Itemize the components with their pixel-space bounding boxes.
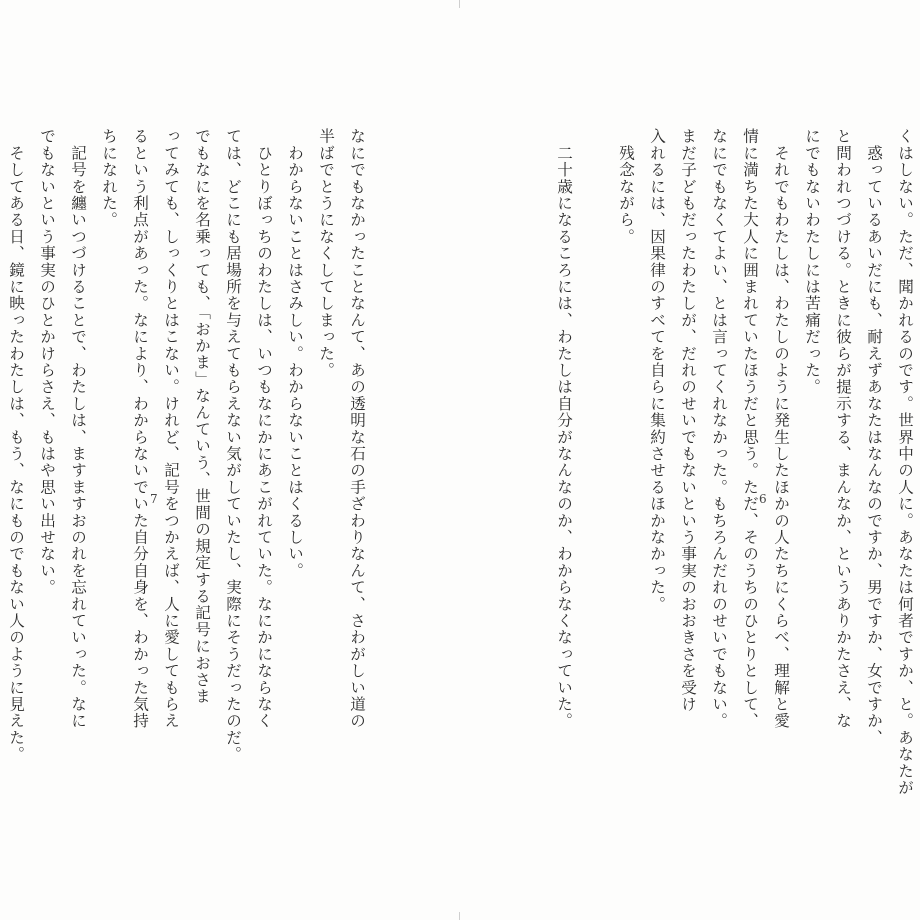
text-line: くはしない。ただ、聞かれるのです。世界中の人に。あなたは何者ですか、と。あなたが (896, 128, 914, 796)
page-number-7: 7 (150, 492, 158, 506)
text-line: そしてある日、鏡に映ったわたしは、もう、なにものでもない人のように見えた。 (7, 128, 25, 763)
text-line: ては、どこにも居場所を与えてもらえない気がしていたし、実際にそうだったのだ。 (224, 128, 242, 763)
text-line: 記号を纏いつづけることで、わたしは、ますますおのれを忘れていった。なに (69, 128, 87, 730)
text-line: 半ばでとうになくしてしまった。 (317, 128, 335, 379)
text-line: それでもわたしは、わたしのように発生したほかの人たちにくらべ、理解と愛 (772, 128, 790, 730)
text-line: にでもないわたしには苦痛だった。 (803, 128, 821, 396)
text-line: ちになれた。 (100, 128, 118, 229)
text-line: るという利点があった。なにより、わからないでいた自分自身を、わかった気持 (131, 128, 149, 730)
page-7-text (0, 128, 372, 763)
text-line: なにでもなくてよい、とは言ってくれなかった。もちろんだれのせいでもない。 (710, 128, 728, 730)
gutter-mark-bottom (459, 912, 460, 920)
text-line: と問われつづける。ときに彼らが提示する、まんなか、というありかたさえ、な (834, 128, 852, 730)
text-line: ってみても、しっくりとはこない。けれど、記号をつかえば、人に愛してもらえ (162, 128, 180, 730)
text-line: でもないという事実のひとかけらさえ、もはや思い出せない。 (38, 128, 56, 596)
text-line: なにでもなかったことなんて、あの透明な石の手ざわりなんて、さわがしい道の (348, 128, 366, 730)
text-line: 二十歳になるころには、わたしは自分がなんなのか、わからなくなっていた。 (555, 128, 573, 730)
page-6-text (555, 128, 920, 796)
text-line: わからないことはさみしい。わからないことはくるしい。 (286, 128, 304, 579)
text-line: まだ子どもだったわたしが、だれのせいでもないという事実のおおきさを受け (679, 128, 697, 713)
text-line: 残念ながら。 (617, 128, 635, 245)
page-number-6: 6 (759, 492, 767, 506)
blank-line (579, 128, 610, 688)
text-line: ひとりぼっちのわたしは、いつもなにかにあこがれていた。なにかにならなく (255, 128, 273, 730)
text-line: でもなにを名乗っても、「おかま」なんていう、世間の規定する記号におさま (193, 128, 211, 705)
text-line: 入れるには、因果律のすべてを自らに集約させるほかなかった。 (648, 128, 666, 613)
text-line: 惑っているあいだにも、耐えずあなたはなんなのですか、男ですか、女ですか、 (865, 128, 883, 746)
text-line: 情に満ちた大人に囲まれていたほうだと思う。ただ、そのうちのひとりとして、 (741, 128, 759, 730)
gutter-mark-top (459, 0, 460, 8)
